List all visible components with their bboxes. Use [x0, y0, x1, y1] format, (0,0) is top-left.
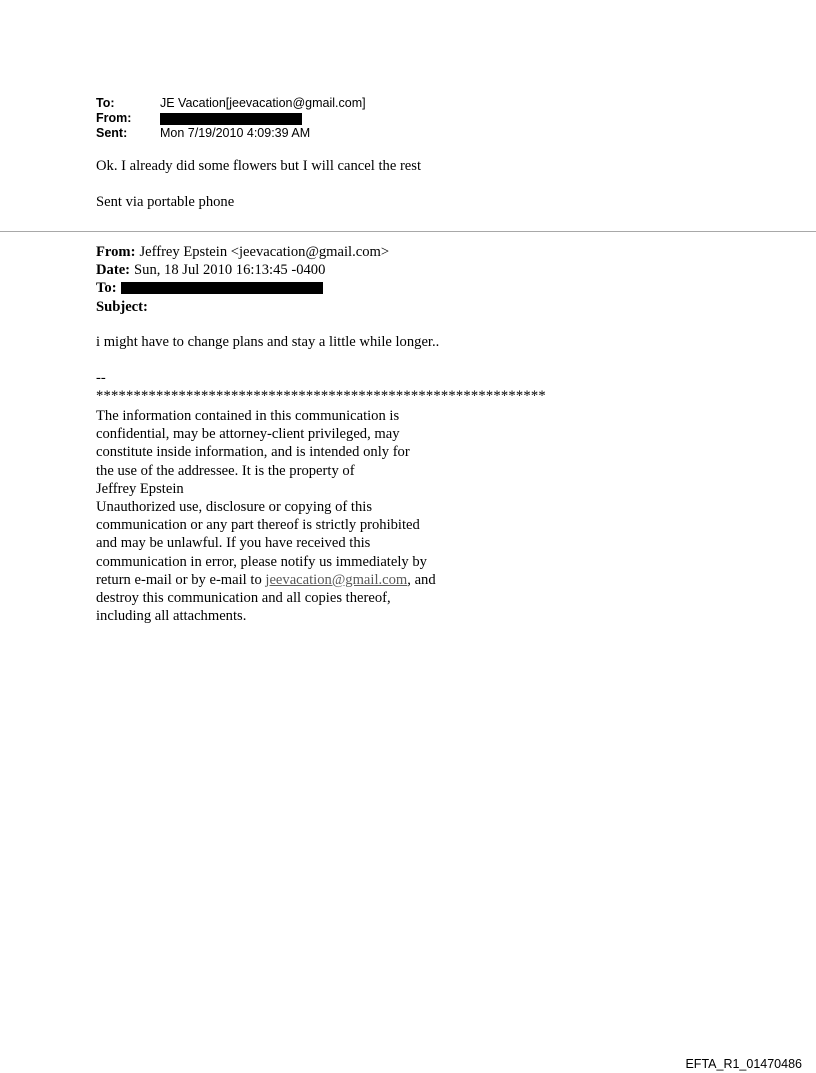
return-prefix: return e-mail or by e-mail to — [96, 571, 266, 588]
quoted-to-label: To: — [96, 280, 117, 297]
disclaimer-line: Unauthorized use, disclosure or copying of this — [96, 499, 373, 516]
quoted-body: i might have to change plans and stay a little while longer.. — [96, 334, 440, 350]
quoted-from-value: Jeffrey Epstein <jeevacation@gmail.com> — [139, 244, 390, 260]
email-link[interactable]: jeevacation@gmail.com — [265, 571, 408, 588]
sent-value: Mon 7/19/2010 4:09:39 AM — [160, 126, 311, 140]
signature-separator: -- — [96, 370, 106, 386]
header-from-row — [96, 111, 366, 126]
from-label: From: — [96, 111, 132, 125]
message-body: Ok. I already did some flowers but I will cancel the rest — [96, 158, 422, 174]
quoted-to-row — [96, 279, 389, 297]
asterisk-line: ************************************************************ — [96, 388, 546, 404]
quoted-date-label: Date: — [96, 262, 131, 279]
quoted-date-row — [96, 261, 389, 279]
disclaimer-line: destroy this communication and all copies thereof, — [96, 590, 391, 607]
quoted-subject-label: Subject: — [96, 298, 148, 315]
disclaimer-line: constitute inside information, and is intended only for — [96, 444, 410, 461]
quoted-from-row — [96, 243, 389, 261]
to-label: To: — [96, 96, 115, 110]
sent-label: Sent: — [96, 126, 128, 140]
disclaimer-line: including all attachments. — [96, 608, 247, 625]
disclaimer-line: and may be unlawful. If you have received this — [96, 535, 371, 552]
disclaimer-line: communication or any part thereof is strictly prohibited — [96, 517, 420, 534]
header-sent-row — [96, 126, 366, 141]
message-divider — [0, 231, 816, 232]
to-value: JE Vacation[jeevacation@gmail.com] — [160, 96, 366, 110]
quoted-header — [96, 243, 389, 316]
header-to-row — [96, 96, 366, 111]
disclaimer-line: communication in error, please notify us immediately by — [96, 553, 427, 570]
message-signature: Sent via portable phone — [96, 194, 235, 210]
disclaimer-line: Jeffrey Epstein — [96, 480, 184, 497]
email-header — [96, 96, 366, 141]
confidentiality-disclaimer — [96, 407, 436, 625]
redaction-block-from — [160, 113, 302, 125]
return-suffix: , and — [407, 571, 436, 588]
quoted-from-label: From: — [96, 244, 136, 260]
quoted-subject-row — [96, 298, 389, 316]
disclaimer-line: The information contained in this communication is — [96, 408, 400, 424]
disclaimer-line: confidential, may be attorney-client privileged, may — [96, 426, 400, 443]
document-id: EFTA_R1_01470486 — [685, 1057, 802, 1071]
disclaimer-line: the use of the addressee. It is the property of — [96, 462, 355, 479]
quoted-date-value: Sun, 18 Jul 2010 16:13:45 -0400 — [134, 262, 326, 279]
redaction-block-to — [121, 282, 323, 294]
disclaimer-return-line — [96, 571, 436, 589]
